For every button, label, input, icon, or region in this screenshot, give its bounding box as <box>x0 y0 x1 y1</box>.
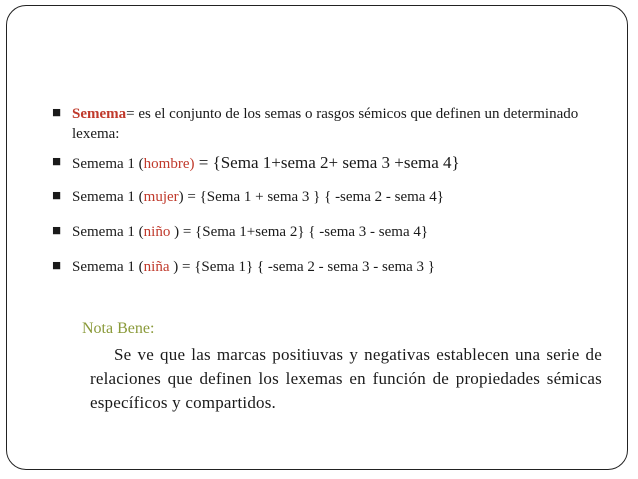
semema-prefix: Semema 1 ( <box>72 259 144 275</box>
bullet-item-nina <box>52 257 612 277</box>
definition-rest: = es el conjunto de los semas o rasgos sémicos que definen un determinado lexema: <box>72 106 579 142</box>
word-nino: niño <box>143 224 171 240</box>
semema-formula: = {Sema 1+sema 2+ sema 3 +sema 4} <box>194 153 460 172</box>
definition-text <box>72 104 612 144</box>
bullet-item-definition <box>52 104 612 144</box>
nota-bene-label: Nota Bene: <box>82 320 155 337</box>
semema-nino-text <box>72 222 428 242</box>
bullet-square-icon: ■ <box>52 105 62 121</box>
semema-formula: ) = {Sema 1} { -sema 2 - sema 3 - sema 3 } <box>169 259 436 275</box>
bullet-item-hombre <box>52 153 612 174</box>
bullet-item-mujer <box>52 187 612 207</box>
bullet-square-icon: ■ <box>52 188 62 204</box>
semema-prefix: Semema 1 ( <box>72 189 144 205</box>
word-hombre: hombre) <box>143 156 195 172</box>
semema-formula: ) = {Sema 1 + sema 3 } { -sema 2 - sema 4} <box>178 189 444 205</box>
semema-mujer-text <box>72 187 444 207</box>
nota-bene-body <box>90 343 602 415</box>
bullet-square-icon: ■ <box>52 223 62 239</box>
word-mujer: mujer <box>143 189 179 205</box>
semema-term: Semema <box>72 106 127 122</box>
bullet-square-icon: ■ <box>52 258 62 274</box>
bullet-square-icon: ■ <box>52 154 62 170</box>
bullet-item-nino <box>52 222 612 242</box>
semema-formula: ) = {Sema 1+sema 2} { -sema 3 - sema 4} <box>170 224 429 240</box>
semema-prefix: Semema 1 ( <box>72 224 144 240</box>
semema-hombre-text <box>72 153 460 174</box>
nota-bene-text: Se ve que las marcas positiuvas y negativas establecen una serie de relaciones que definen los lexemas en función de propiedades sémicas específicos y compartidos. <box>90 345 602 412</box>
semema-nina-text <box>72 257 435 277</box>
word-nina: niña <box>143 259 170 275</box>
semema-prefix: Semema 1 ( <box>72 156 144 172</box>
